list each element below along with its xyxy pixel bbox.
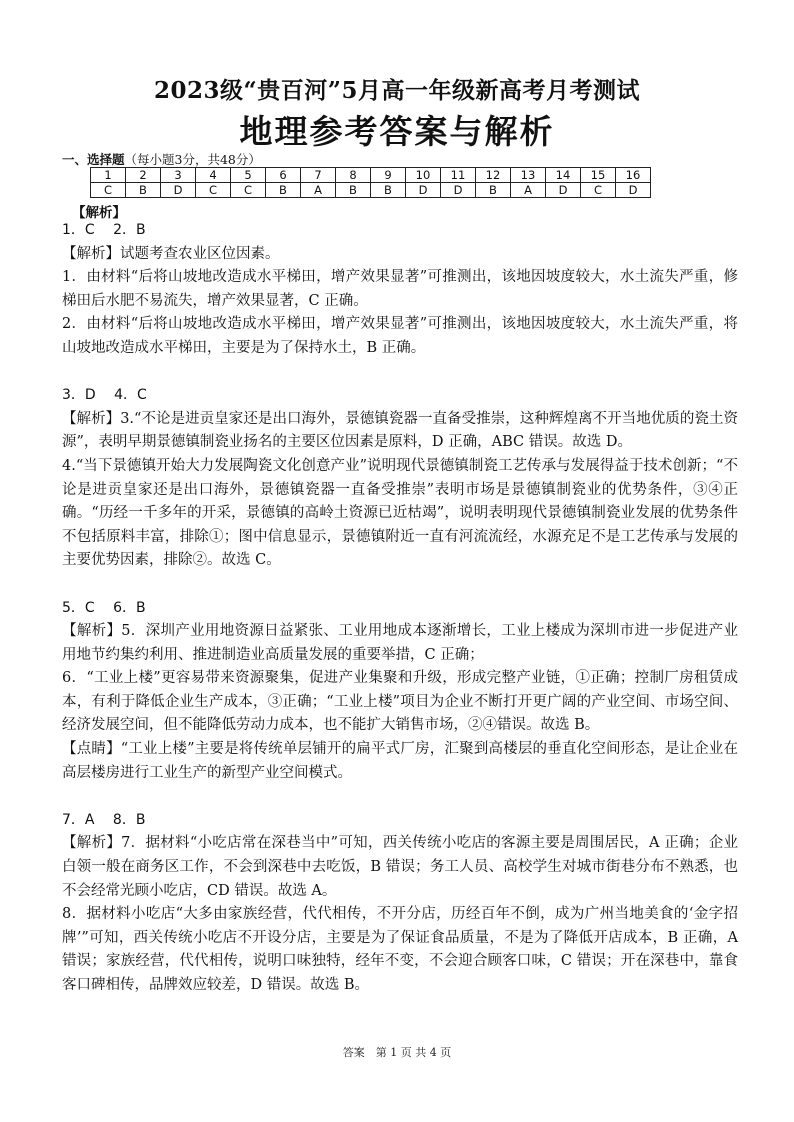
answer-row	[91, 183, 651, 198]
question-number-cell: 8	[336, 168, 371, 183]
answers-q5-q6: 5．C 6．B	[62, 599, 146, 616]
analysis-intro-q1-q2: 【解析】试题考查农业区位因素。	[62, 245, 280, 262]
note-q5-q6: 【点睛】“工业上楼”主要是将传统单层铺开的扁平式厂房，汇聚到高楼层的垂直化空间形态，是让企业在高层楼房进行工业生产的新型产业空间模式。	[62, 741, 738, 781]
analysis-q2: 2．由材料“后将山坡地改造成水平梯田，增产效果显著”可推测出，该地因坡度较大，水土流失严重，将山坡地改造成水平梯田，主要是为了保持水土，B 正确。	[62, 316, 738, 356]
analysis-heading: 【解析】	[72, 205, 126, 221]
question-number-cell: 7	[301, 168, 336, 183]
document-title: 地理参考答案与解析	[239, 112, 555, 151]
section-note: （每小题3分，共48分）	[124, 152, 261, 167]
answer-cell: C	[231, 183, 266, 198]
answer-cell: B	[266, 183, 301, 198]
answer-cell: D	[546, 183, 581, 198]
question-number-cell: 10	[406, 168, 441, 183]
answer-cell: D	[616, 183, 651, 198]
question-number-cell: 1	[91, 168, 126, 183]
question-number-row	[91, 168, 651, 183]
analysis-q4: 4.“当下景德镇开始大力发展陶瓷文化创意产业”说明现代景德镇制瓷工艺传承与发展得益于技术创新；“不论是进贡皇家还是出口海外，景德镇瓷器一直备受推崇”表明市场是景德镇制瓷业的优势条件，③④正确。“历经一千多年的开采，景德镇的高岭土资源已近枯竭”，说明表明现代景德镇制瓷业发展的优势条件不包括原料丰富，排除①；图中信息显示，景德镇附近一直有河流流经，水源充足不是工艺传承与发展的主要优势因素，排除②。故选 C。	[62, 457, 738, 569]
question-number-cell: 4	[196, 168, 231, 183]
section-label: 一、选择题	[62, 152, 125, 167]
question-number-cell: 13	[511, 168, 546, 183]
question-number-cell: 15	[581, 168, 616, 183]
question-number-cell: 2	[126, 168, 161, 183]
exam-title: 2023级“贵百河”5月高一年级新高考月考测试	[154, 77, 640, 104]
question-number-cell: 3	[161, 168, 196, 183]
analysis-q3: 【解析】3.“不论是进贡皇家还是出口海外，景德镇瓷器一直备受推崇，这种辉煌离不开当地优质的瓷土资源”，表明早期景德镇制瓷业扬名的主要区位因素是原料，D 正确，ABC 错误。故选 D。	[62, 410, 738, 451]
answers-q1-q2: 1．C 2．B	[62, 222, 146, 238]
question-number-cell: 14	[546, 168, 581, 183]
analysis-q1: 1．由材料“后将山坡地改造成水平梯田，增产效果显著”可推测出，该地因坡度较大，水土流失严重，修梯田后水肥不易流失，增产效果显著，C 正确。	[62, 269, 738, 309]
question-number-cell: 12	[476, 168, 511, 183]
answer-cell: B	[476, 183, 511, 198]
answer-cell: B	[336, 183, 371, 198]
question-number-cell: 5	[231, 168, 266, 183]
answer-cell: D	[406, 183, 441, 198]
answer-cell: B	[371, 183, 406, 198]
answers-q3-q4: 3．D 4．C	[62, 387, 147, 404]
question-number-cell: 9	[371, 168, 406, 183]
section-heading	[62, 150, 261, 168]
answer-cell: A	[301, 183, 336, 198]
question-number-cell: 11	[441, 168, 476, 183]
analysis-content	[62, 219, 738, 998]
answer-cell: C	[91, 183, 126, 198]
page-footer: 答案 第 1 页 共 4 页	[342, 1046, 452, 1059]
analysis-q7: 【解析】7．据材料“小吃店常在深巷当中”可知，西关传统小吃店的客源主要是周围居民，A 正确；企业白领一般在商务区工作，不会到深巷中去吃饭，B 错误；务工人员、高校学生对城市街巷分布不熟悉，也不会经常光顾小吃店，CD 错误。故选 A。	[62, 835, 738, 899]
answer-cell: A	[511, 183, 546, 198]
answer-cell: C	[196, 183, 231, 198]
analysis-q5: 【解析】5．深圳产业用地资源日益紧张、工业用地成本逐渐增长，工业上楼成为深圳市进一步促进产业用地节约集约利用、推进制造业高质量发展的重要举措，C 正确；	[62, 623, 738, 663]
question-number-cell: 16	[616, 168, 651, 183]
answer-cell: D	[161, 183, 196, 198]
analysis-q8: 8．据材料小吃店“大多由家族经营，代代相传，不开分店，历经百年不倒，成为广州当地美食的‘金字招牌’”可知，西关传统小吃店不开设分店，主要是为了保证食品质量，不是为了降低开店成本，B 正确，A 错误；家族经营，代代相传，说明口味独特，经年不变，不会迎合顾客口味，C 错误；开在深巷中，靠食客口碑相传，品牌效应较差，D 错误。故选 B。	[62, 906, 738, 993]
analysis-q6: 6．“工业上楼”更容易带来资源聚集，促进产业集聚和升级，形成完整产业链，①正确；控制厂房租赁成本，有利于降低企业生产成本，③正确；“工业上楼”项目为企业不断打开更广阔的产业空间、市场空间、经济发展空间，但不能降低劳动力成本，也不能扩大销售市场，②④错误。故选 B。	[62, 670, 738, 734]
answer-cell: D	[441, 183, 476, 198]
answers-q7-q8: 7．A 8．B	[62, 811, 146, 828]
answer-cell: B	[126, 183, 161, 198]
answer-cell: C	[581, 183, 616, 198]
question-number-cell: 6	[266, 168, 301, 183]
answer-key-table	[90, 167, 651, 198]
